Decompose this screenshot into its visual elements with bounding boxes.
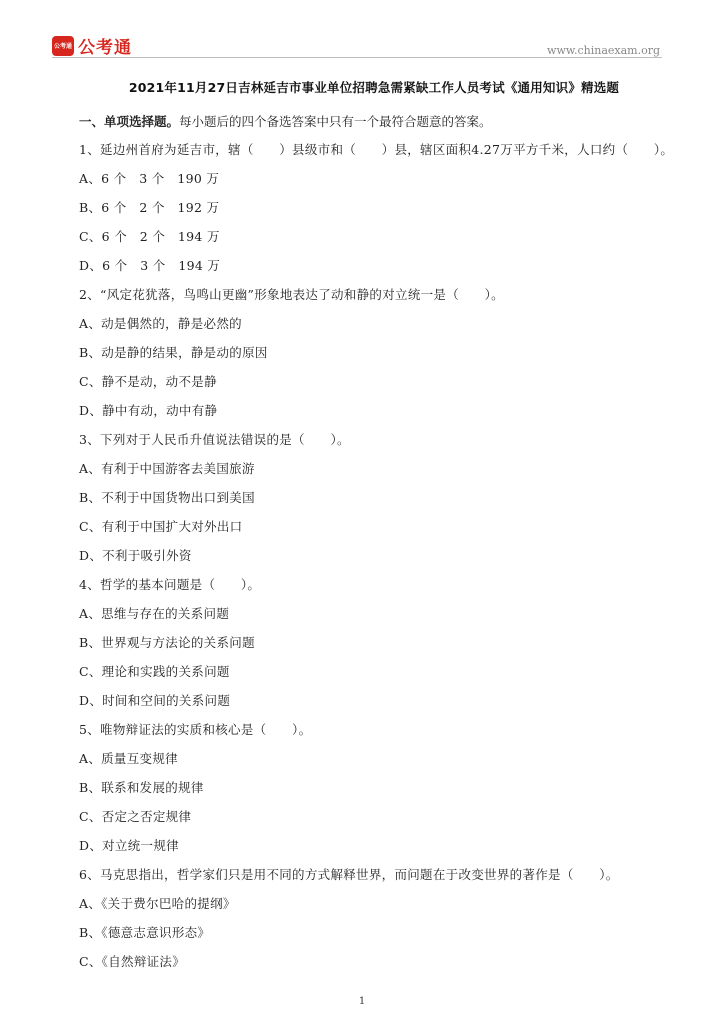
text-line: 1、延边州首府为延吉市，辖（ ）县级市和（ ）县，辖区面积4.27万平方千米，人口约（ ）。 xyxy=(79,142,674,157)
text-line: C、《自然辩证法》 xyxy=(79,954,186,969)
text-line: 5、唯物辩证法的实质和核心是（ ）。 xyxy=(79,722,312,737)
text-line: B、6 个 2 个 192 万 xyxy=(79,200,220,215)
text-line: D、不利于吸引外资 xyxy=(79,548,192,563)
text-line: C、静不是动，动不是静 xyxy=(79,374,217,389)
text-line: D、对立统一规律 xyxy=(79,838,179,853)
text-line: C、有利于中国扩大对外出口 xyxy=(79,519,243,534)
text-line: B、世界观与方法论的关系问题 xyxy=(79,635,255,650)
text-line: C、6 个 2 个 194 万 xyxy=(79,229,220,244)
section-instruction: 每小题后的四个备选答案中只有一个最符合题意的答案。 xyxy=(179,114,492,129)
text-line: D、静中有动，动中有静 xyxy=(79,403,218,418)
site-url: www.chinaexam.org xyxy=(547,44,660,57)
header-divider xyxy=(52,57,662,58)
text-line: A、6 个 3 个 190 万 xyxy=(79,171,220,186)
text-line: B、不利于中国货物出口到美国 xyxy=(79,490,255,505)
text-line: A、《关于费尔巴哈的提纲》 xyxy=(79,896,236,911)
text-line: C、否定之否定规律 xyxy=(79,809,192,824)
text-line: B、《德意志意识形态》 xyxy=(79,925,211,940)
section-heading xyxy=(79,112,669,130)
question-list xyxy=(79,142,674,983)
document-body xyxy=(79,78,674,983)
text-line: A、有利于中国游客去美国旅游 xyxy=(79,461,255,476)
text-line: A、思维与存在的关系问题 xyxy=(79,606,230,621)
page-header xyxy=(0,0,724,62)
text-line: C、理论和实践的关系问题 xyxy=(79,664,230,679)
text-line: 3、下列对于人民币升值说法错误的是（ ）。 xyxy=(79,432,350,447)
document-title: 2021年11月27日吉林延吉市事业单位招聘急需紧缺工作人员考试《通用知识》精选题 xyxy=(128,80,620,95)
text-line: 2、“风定花犹落，鸟鸣山更幽”形象地表达了动和静的对立统一是（ ）。 xyxy=(79,287,504,302)
text-line: D、6 个 3 个 194 万 xyxy=(79,258,221,273)
logo-badge-icon: 公考通 xyxy=(52,36,74,56)
text-line: 6、马克思指出，哲学家们只是用不同的方式解释世界，而问题在于改变世界的著作是（ ）。 xyxy=(79,867,619,882)
text-line: 4、哲学的基本问题是（ ）。 xyxy=(79,577,261,592)
text-line: B、动是静的结果，静是动的原因 xyxy=(79,345,268,360)
text-line: D、时间和空间的关系问题 xyxy=(79,693,231,708)
text-line: B、联系和发展的规律 xyxy=(79,780,204,795)
text-line: A、动是偶然的，静是必然的 xyxy=(79,316,242,331)
logo-text: 公考通 xyxy=(78,38,132,58)
logo xyxy=(52,33,132,58)
text-line: A、质量互变规律 xyxy=(79,751,178,766)
page-number: 1 xyxy=(358,996,366,1007)
section-title: 一、单项选择题。 xyxy=(79,114,180,129)
